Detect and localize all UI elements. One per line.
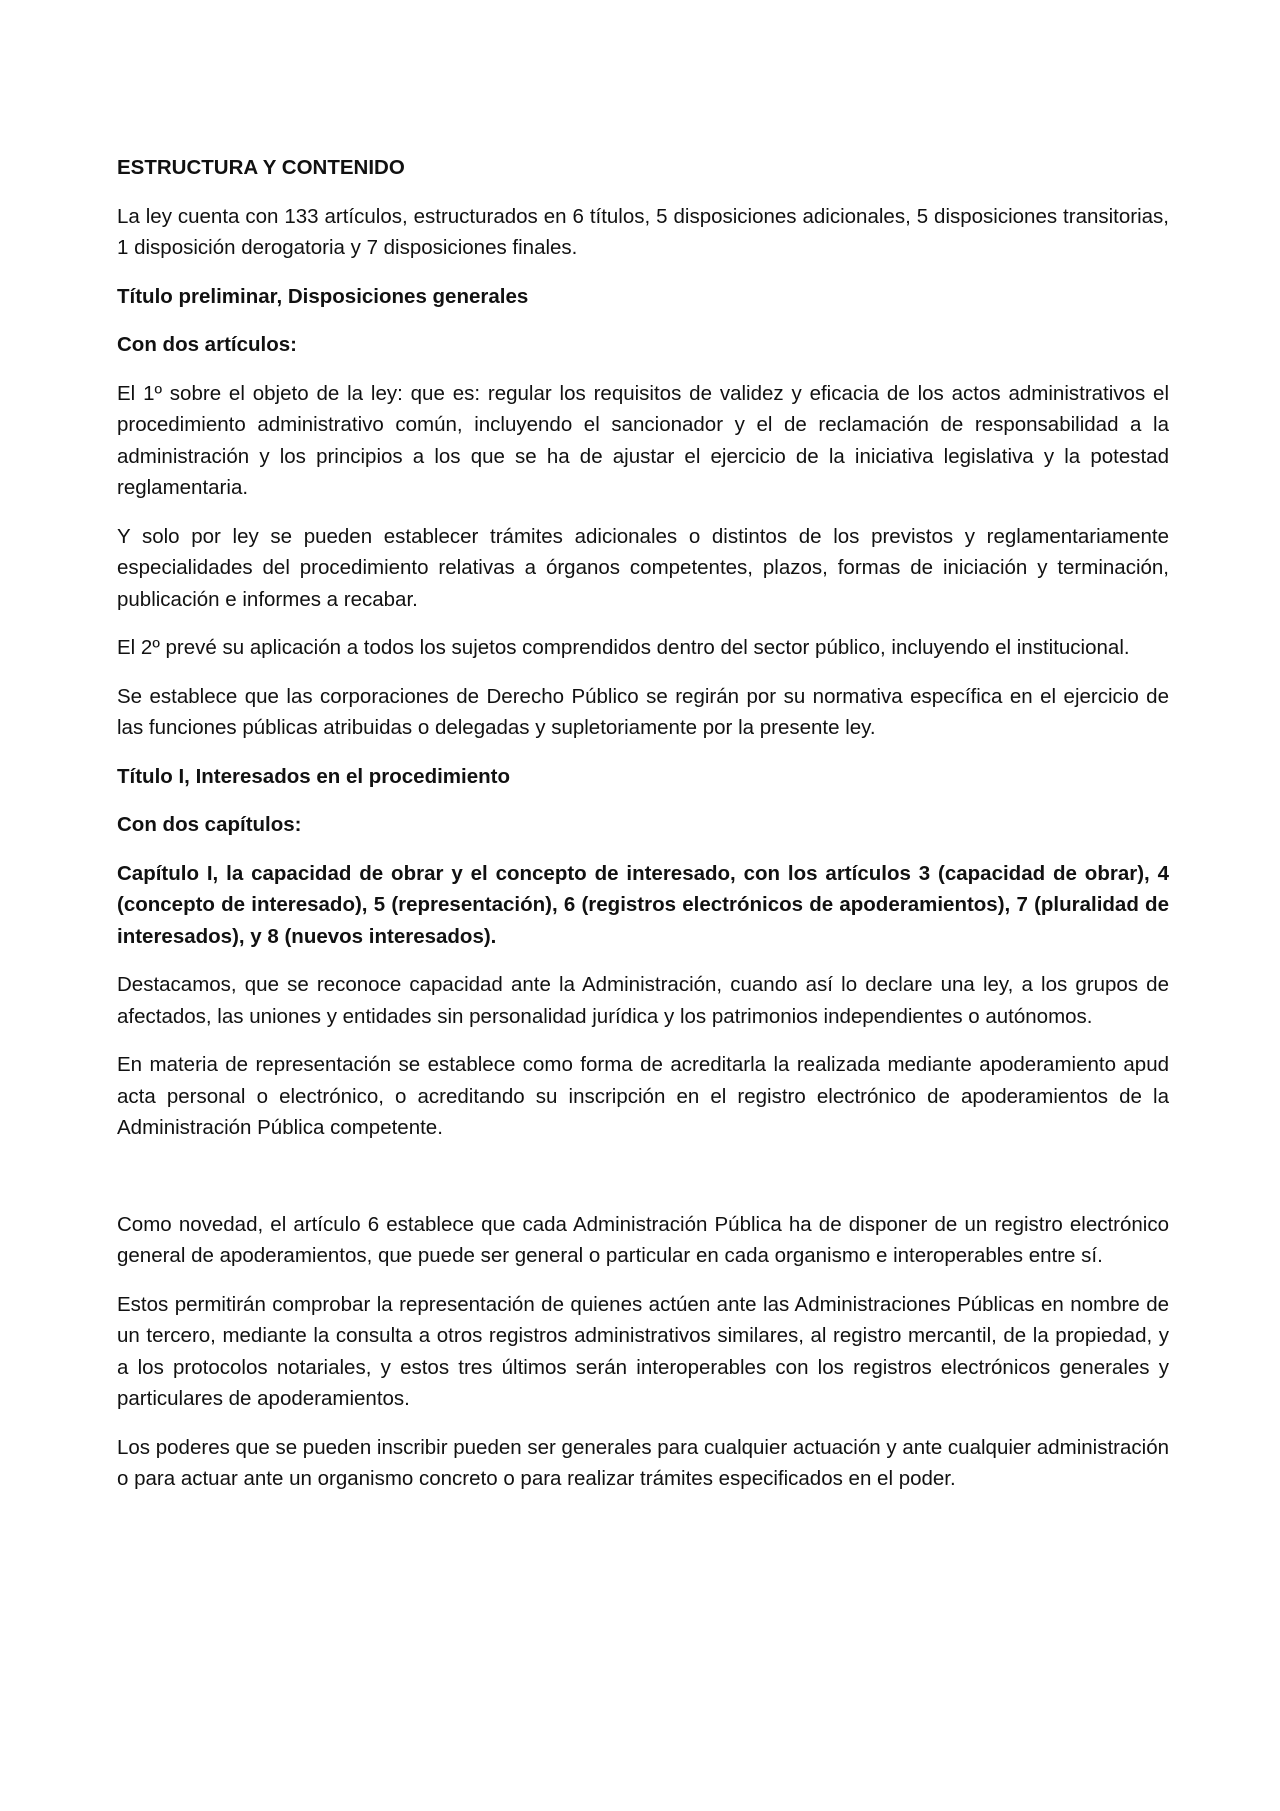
poderes-paragraph: Los poderes que se pueden inscribir pueden ser generales para cualquier actuación y ante cualquier administración o para actuar ante un organismo concreto o para realizar trámites especificados en el poder. (117, 1435, 1169, 1490)
con-dos-capitulos-subheading: Con dos capítulos: (117, 813, 302, 836)
articulo-2-paragraph: El 2º prevé su aplicación a todos los sujetos comprendidos dentro del sector público, incluyendo el institucional. (117, 636, 1130, 659)
permitiran-paragraph: Estos permitirán comprobar la representación de quienes actúen ante las Administraciones Públicas en nombre de un tercero, mediante la consulta a otros registros administrativos similares, al registro mercantil, de la propiedad, y a los protocolos notariales, y estos tres últimos serán interoperables con los registros electrónicos generales y particulares de apoderamientos. (117, 1292, 1169, 1410)
destacamos-paragraph: Destacamos, que se reconoce capacidad ante la Administración, cuando así lo declare una ley, a los grupos de afectados, las uniones y entidades sin personalidad jurídica y los patrimonios independientes o autónomos. (117, 973, 1169, 1028)
intro-paragraph: La ley cuenta con 133 artículos, estructurados en 6 títulos, 5 disposiciones adicionales, 5 disposiciones transitorias, 1 disposición derogatoria y 7 disposiciones finales. (117, 204, 1169, 259)
novedad-paragraph: Como novedad, el artículo 6 establece que cada Administración Pública ha de disponer de un registro electrónico general de apoderamientos, que puede ser general o particular en cada organismo e interoperables entre sí. (117, 1212, 1169, 1267)
document-page (117, 152, 1169, 1512)
corporaciones-paragraph: Se establece que las corporaciones de Derecho Público se regirán por su normativa específica en el ejercicio de las funciones públicas atribuidas o delegadas y supletoriamente por la presente ley. (117, 684, 1169, 739)
capitulo-1-paragraph: Capítulo I, la capacidad de obrar y el concepto de interesado, con los artículos 3 (capacidad de obrar), 4 (concepto de interesado), 5 (representación), 6 (registros electrónicos de apoderamientos), 7 (pluralidad de interesados), y 8 (nuevos interesados). (117, 861, 1169, 948)
representacion-paragraph: En materia de representación se establece como forma de acreditarla la realizada mediante apoderamiento apud acta personal o electrónico, o acreditando su inscripción en el registro electrónico de apoderamientos de la Administración Pública competente. (117, 1053, 1169, 1139)
blank-spacer (117, 1161, 1169, 1209)
articulo-1-paragraph: El 1º sobre el objeto de la ley: que es: regular los requisitos de validez y eficacia de los actos administrativos el procedimiento administrativo común, incluyendo el sancionador y el de reclamación de responsabilidad a la administración y los principios a los que se ha de ajustar el ejercicio de la iniciativa legislativa y la potestad reglamentaria. (117, 381, 1169, 499)
con-dos-articulos-subheading: Con dos artículos: (117, 333, 297, 356)
solo-por-ley-paragraph: Y solo por ley se pueden establecer trámites adicionales o distintos de los previstos y reglamentariamente especialidades del procedimiento relativas a órganos competentes, plazos, formas de iniciación y terminación, publicación e informes a recabar. (117, 524, 1169, 611)
titulo-1-heading: Título I, Interesados en el procedimiento (117, 764, 510, 788)
titulo-preliminar-heading: Título preliminar, Disposiciones generales (117, 284, 529, 308)
section-heading: ESTRUCTURA Y CONTENIDO (117, 156, 405, 179)
